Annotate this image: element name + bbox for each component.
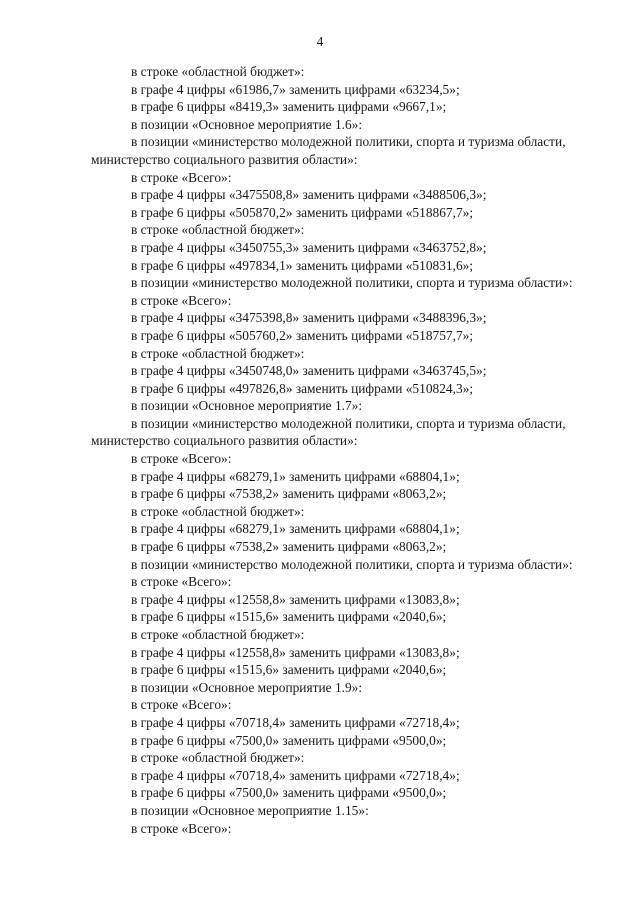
document-line: в строке «Всего»:	[131, 292, 232, 308]
document-line: в графе 4 цифры «12558,8» заменить цифрами «13083,8»;	[131, 644, 460, 660]
document-line: в графе 4 цифры «3475508,8» заменить цифрами «3488506,3»;	[131, 187, 487, 203]
document-line: в графе 4 цифры «61986,7» заменить цифрами «63234,5»;	[131, 81, 460, 97]
document-line: в графе 6 цифры «497834,1» заменить цифрами «510831,6»;	[131, 257, 474, 273]
document-line: в позиции «Основное мероприятие 1.9»:	[131, 679, 363, 695]
document-line: в графе 6 цифры «7500,0» заменить цифрами «9500,0»;	[131, 732, 447, 748]
document-line: министерство социального развития области»:	[91, 433, 358, 449]
document-line: в графе 6 цифры «8419,3» заменить цифрами «9667,1»;	[131, 99, 447, 115]
document-line: в графе 4 цифры «68279,1» заменить цифрами «68804,1»;	[131, 521, 460, 537]
document-line: в графе 4 цифры «3475398,8» заменить цифрами «3488396,3»;	[131, 310, 487, 326]
document-line: в графе 4 цифры «3450748,0» заменить цифрами «3463745,5»;	[131, 363, 487, 379]
document-line: в графе 4 цифры «3450755,3» заменить цифрами «3463752,8»;	[131, 239, 487, 255]
document-line: в строке «Всего»:	[131, 451, 232, 467]
document-line: в позиции «министерство молодежной политики, спорта и туризма области»:	[131, 556, 573, 572]
document-line: в строке «Всего»:	[131, 169, 232, 185]
document-line: в графе 4 цифры «70718,4» заменить цифрами «72718,4»;	[131, 714, 460, 730]
document-line: в строке «областной бюджет»:	[131, 345, 305, 361]
document-line: в позиции «министерство молодежной политики, спорта и туризма области»:	[131, 275, 573, 291]
document-line: в позиции «министерство молодежной политики, спорта и туризма области,	[131, 415, 566, 431]
document-line: в позиции «Основное мероприятие 1.15»:	[131, 802, 369, 818]
document-line: министерство социального развития области»:	[91, 151, 358, 167]
document-line: в графе 6 цифры «505760,2» заменить цифрами «518757,7»;	[131, 327, 474, 343]
document-line: в строке «областной бюджет»:	[131, 750, 305, 766]
document-line: в строке «областной бюджет»:	[131, 64, 305, 79]
document-line: в графе 4 цифры «12558,8» заменить цифрами «13083,8»;	[131, 591, 460, 607]
document-line: в строке «Всего»:	[131, 697, 232, 713]
document-line: в строке «областной бюджет»:	[131, 503, 305, 519]
document-body	[0, 63, 640, 837]
document-line: в строке «областной бюджет»:	[131, 627, 305, 642]
document-line: в строке «Всего»:	[131, 574, 232, 590]
document-line: в позиции «Основное мероприятие 1.6»:	[131, 116, 363, 132]
page-number: 4	[316, 34, 324, 49]
document-line: в строке «Всего»:	[131, 820, 232, 836]
document-line: в графе 6 цифры «497826,8» заменить цифрами «510824,3»;	[131, 380, 474, 396]
document-line: в графе 6 цифры «7500,0» заменить цифрами «9500,0»;	[131, 785, 447, 801]
document-line: в графе 6 цифры «1515,6» заменить цифрами «2040,6»;	[131, 662, 447, 678]
document-line: в позиции «министерство молодежной политики, спорта и туризма области,	[131, 134, 566, 150]
document-line: в позиции «Основное мероприятие 1.7»:	[131, 398, 363, 414]
document-line: в графе 6 цифры «7538,2» заменить цифрами «8063,2»;	[131, 486, 447, 502]
document-line: в графе 4 цифры «70718,4» заменить цифрами «72718,4»;	[131, 767, 460, 783]
document-line: в графе 6 цифры «505870,2» заменить цифрами «518867,7»;	[131, 204, 474, 220]
document-line: в графе 6 цифры «1515,6» заменить цифрами «2040,6»;	[131, 609, 447, 625]
document-line: в графе 4 цифры «68279,1» заменить цифрами «68804,1»;	[131, 468, 460, 484]
document-line: в графе 6 цифры «7538,2» заменить цифрами «8063,2»;	[131, 539, 447, 555]
document-line: в строке «областной бюджет»:	[131, 222, 305, 238]
